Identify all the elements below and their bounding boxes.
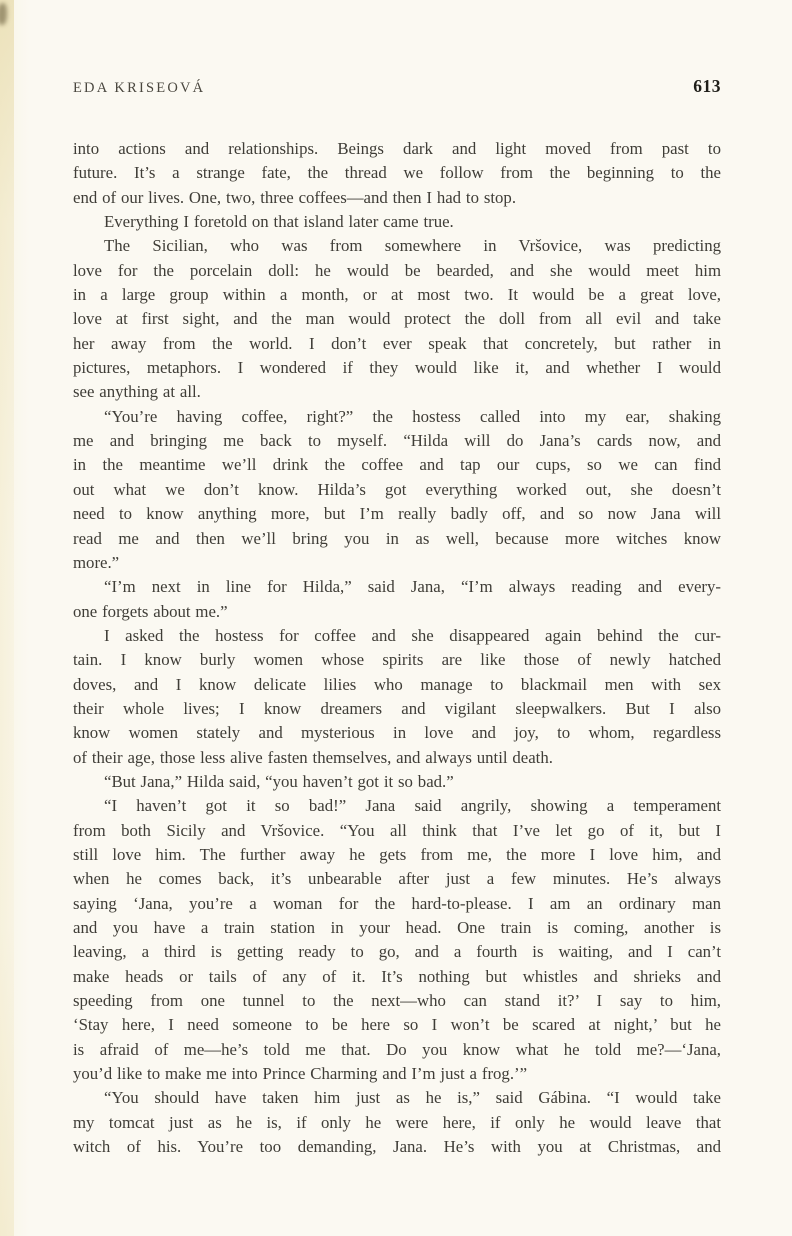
author-name: EDA KRISEOVÁ [73,80,206,96]
text-line: doves, and I know delicate lilies who manage to blackmail men with sex [73,674,721,694]
text-line: is afraid of me—he’s told me that. Do you know what he told me?—‘Jana, [73,1039,721,1059]
text-line: see anything at all. [73,382,201,402]
text-line: speeding from one tunnel to the next—who can stand it?’ I say to him, [73,991,721,1011]
text-line: out what we don’t know. Hilda’s got everything worked out, she doesn’t [73,479,721,499]
text-line: love for the porcelain doll: he would be bearded, and she would meet him [73,260,721,280]
text-line: need to know anything more, but I’m really badly off, and so now Jana will [73,504,721,524]
text-line: witch of his. You’re too demanding, Jana. He’s with you at Christmas, and [73,1137,721,1157]
text-line: “But Jana,” Hilda said, “you haven’t got it so bad.” [104,771,454,791]
text-line: ‘Stay here, I need someone to be here so I won’t be scared at night,’ but he [73,1015,721,1035]
text-line: “You’re having coffee, right?” the hostess called into my ear, shaking [104,406,721,426]
text-line: in the meantime we’ll drink the coffee and tap our cups, so we can find [73,455,721,475]
text-line: I asked the hostess for coffee and she disappeared again behind the cur- [104,625,721,645]
text-line: future. It’s a strange fate, the thread we follow from the beginning to the [73,163,721,183]
text-line: The Sicilian, who was from somewhere in Vršovice, was predicting [104,236,721,256]
text-line: one forgets about me.” [73,601,228,621]
text-line: saying ‘Jana, you’re a woman for the hard-to-please. I am an ordinary man [73,893,721,913]
text-line: my tomcat just as he is, if only he were here, if only he would leave that [73,1112,721,1132]
text-line: end of our lives. One, two, three coffees—and then I had to stop. [73,187,517,207]
text-line: “You should have taken him just as he is,” said Gábina. “I would take [104,1088,721,1108]
text-line: still love him. The further away he gets from me, the more I love him, and [73,844,721,864]
text-line: “I haven’t got it so bad!” Jana said angrily, showing a temperament [104,796,721,816]
text-line: their whole lives; I know dreamers and vigilant sleepwalkers. But I also [73,698,721,718]
text-line: read me and then we’ll bring you in as well, because more witches know [73,528,721,548]
text-line: her away from the world. I don’t ever speak that concretely, but rather in [73,333,721,353]
page-body [73,137,721,1159]
text-line: more.” [73,552,120,572]
text-line: into actions and relationships. Beings dark and light moved from past to [73,139,721,158]
scan-corner-smudge [0,3,7,25]
text-line: know women stately and mysterious in love and joy, to whom, regardless [73,723,721,743]
text-line: and you have a train station in your head. One train is coming, another is [73,918,721,937]
running-header [73,76,721,97]
text-line: you’d like to make me into Prince Charming and I’m just a frog.’” [73,1064,528,1084]
text-line: when he comes back, it’s unbearable after just a few minutes. He’s always [73,869,721,889]
text-line: of their age, those less alive fasten themselves, and always until death. [73,747,553,767]
text-line: leaving, a third is getting ready to go, and a fourth is waiting, and I can’t [73,942,721,962]
text-line: in a large group within a month, or at most two. It would be a great love, [73,285,721,305]
text-line: make heads or tails of any of it. It’s nothing but whistles and shrieks and [73,966,721,986]
text-line: love at first sight, and the man would protect the doll from all evil and take [73,309,721,329]
text-line: from both Sicily and Vršovice. “You all think that I’ve let go of it, but I [73,820,721,840]
text-line: “I’m next in line for Hilda,” said Jana, “I’m always reading and every- [104,577,721,597]
text-line: pictures, metaphors. I wondered if they would like it, and whether I would [73,358,721,378]
text-line: Everything I foretold on that island later came true. [104,212,454,232]
page-number: 613 [693,76,721,96]
text-line: me and bringing me back to myself. “Hilda will do Jana’s cards now, and [73,431,721,451]
text-line: tain. I know burly women whose spirits are like those of newly hatched [73,650,721,670]
scan-edge-artifact [0,0,14,1236]
